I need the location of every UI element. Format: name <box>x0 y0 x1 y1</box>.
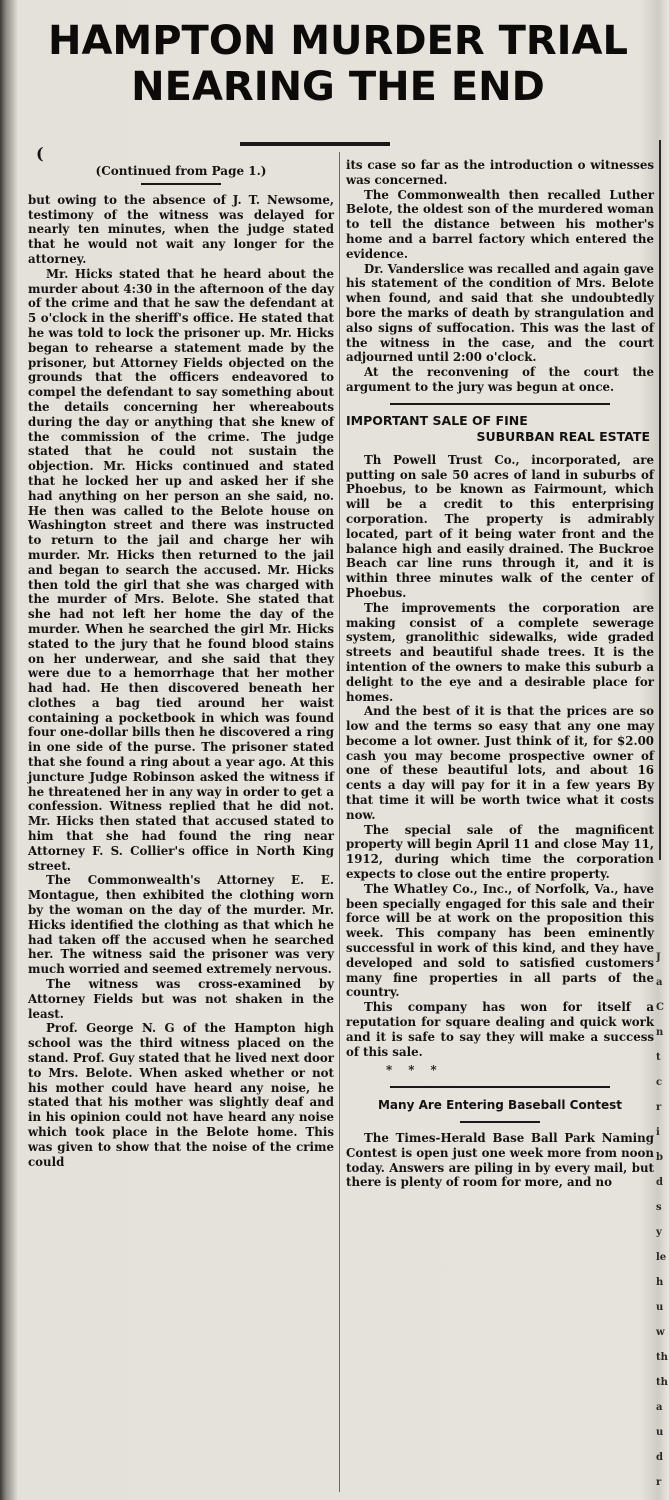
article-paragraph: At the reconvening of the court the argument to the jury was begun at once. <box>346 365 654 394</box>
edge-fragment: b <box>656 1152 663 1163</box>
sale-headline <box>346 413 654 445</box>
article-paragraph: Mr. Hicks stated that he heard about the murder about 4:30 in the afternoon of the day of the crime and that he saw the defendant at 5 o'clock in the sheriff's office. He stated that he was told to lock the prisoner up. Mr. Hicks began to rehearse a statement made by the prisoner, but Attorney Fields objected on the grounds that the officers endeavored to compel the defendant to say something about the details concerning her whereabouts during the day or anything that she knew of the commission of the crime. The judge stated that he could not sustain the objection. Mr. Hicks continued and stated that he locked her up and asked her if she had anything on her person an she said, no. He then was called to the Belote house on Washington street and there was instructed to return to the jail and charge her wih murder. Mr. Hicks then returned to the jail and began to search the accused. Mr. Hicks then told the girl that she was charged with the murder of Mrs. Belote. She stated that she had not left her home the day of the murder. When he searched the girl Mr. Hicks stated to the jury that he found blood stains on her underwear, and she said that they were due to a hemorrhage that her mother had had. He then discovered beneath her clothes a bag tied around her waist containing a pocketbook in which was found four one-dollar bills then he discovered a ring in one side of the purse. The prisoner stated that she found a ring about a year ago. At this juncture Judge Robinson asked the witness if he threatened her in any way in order to get a confession. Witness replied that he did not. Mr. Hicks then stated that accused stated to him that she had found the ring near Attorney F. S. Collier's office in North King street. <box>28 266 334 873</box>
article-paragraph: The witness was cross-examined by Attorney Fields but was not shaken in the least. <box>28 977 334 1021</box>
article-paragraph: The Commonwealth's Attorney E. E. Montague, then exhibited the clothing worn by the woman on the day of the murder. Mr. Hicks identified the clothing as that which he had taken off the accused when he searched her. The witness said the prisoner was very much worried and seemed extremely nervous. <box>28 873 334 977</box>
edge-rule <box>659 140 661 860</box>
sale-paragraph: And the best of it is that the prices are so low and the terms so easy that any one may become a lot owner. Just think of it, for $2.00 cash you may become prospective owner of one of these beautiful lots, and about 16 cents a day will pay for it in a few years By that time it will be worth twice what it costs now. <box>346 704 654 822</box>
stray-mark: ( <box>36 144 44 163</box>
edge-fragment: r <box>656 1477 662 1488</box>
continued-rule <box>141 183 221 185</box>
sale-paragraph: Th Powell Trust Co., incorporated, are putting on sale 50 acres of land in suburbs of Phoebus, to be known as Fairmount, which will be a credit to this enterprising corporation. The property is admirably located, part of it being water front and the balance high and easily drained. The Buckroe Beach car line runs through it, and it is within three minutes walk of the center of Phoebus. <box>346 452 654 600</box>
edge-fragment: h <box>656 1277 664 1288</box>
sale-headline-line-1: IMPORTANT SALE OF FINE <box>346 412 528 428</box>
sale-paragraph: This company has won for itself a reputation for square dealing and quick work and it is safe to say they will make a success of this sale. <box>346 1000 654 1059</box>
edge-fragment: th <box>656 1377 668 1388</box>
edge-fragment: r <box>656 1102 662 1113</box>
edge-fragment: i <box>656 1127 660 1138</box>
column-divider <box>339 152 340 1492</box>
continued-note: (Continued from Page 1.) <box>95 164 267 178</box>
edge-fragment: a <box>656 977 663 988</box>
headline <box>18 18 658 110</box>
edge-fragment: u <box>656 1302 664 1313</box>
edge-fragment: d <box>656 1177 663 1188</box>
article-paragraph: but owing to the absence of J. T. Newsome, testimony of the witness was delayed for nearly ten minutes, when the judge stated that he would not wait any longer for the attorney. <box>28 192 334 266</box>
headline-rule <box>240 142 390 146</box>
stars-separator: * * * <box>386 1063 443 1078</box>
edge-fragment: u <box>656 1427 664 1438</box>
section-rule <box>390 1086 610 1088</box>
sale-paragraph: The special sale of the magnificent property will begin April 11 and close May 11, 1912, during which time the corporation expects to close out the entire property. <box>346 822 654 882</box>
sale-paragraph: The Whatley Co., Inc., of Norfolk, Va., have been specially engaged for this sale and their force will be at work on the proposition this week. This company has been eminently successful in work of this kind, and they have developed and sold to satisfied customers many fine properties in all parts of the country. <box>346 881 654 1000</box>
sale-headline-line-2: SUBURBAN REAL ESTATE <box>476 428 650 444</box>
sale-paragraph: The improvements the corporation are making consist of a complete sewerage system, granolithic sidewalks, wide graded streets and beautiful shade trees. It is the intention of the owners to make this suburb a delight to the eye and a desirable place for homes. <box>346 600 654 704</box>
left-column <box>28 160 334 1169</box>
edge-fragment: s <box>656 1202 662 1213</box>
edge-fragment: th <box>656 1352 668 1363</box>
edge-fragment: y <box>656 1227 662 1238</box>
edge-fragment: n <box>656 1027 664 1038</box>
baseball-rule <box>460 1121 540 1123</box>
article-paragraph: The Commonwealth then recalled Luther Belote, the oldest son of the murdered woman to tell the distance between his mother's home and a barrel factory which entered the evidence. <box>346 187 654 261</box>
edge-fragment: d <box>656 1452 663 1463</box>
edge-fragment: t <box>656 1052 661 1063</box>
edge-fragment: J <box>656 952 661 963</box>
baseball-paragraph: The Times-Herald Base Ball Park Naming Contest is open just one week more from noon today. Answers are piling in by every mail, but there is plenty of room for more, and no <box>346 1131 654 1190</box>
headline-line-2: NEARING THE END <box>131 64 545 110</box>
edge-fragment: w <box>656 1327 665 1338</box>
article-paragraph: Prof. George N. G of the Hampton high school was the third witness placed on the stand. Prof. Guy stated that he lived next door to Mrs. Belote. When asked whether or not his mother could have heard any noise, he stated that his mother was slightly deaf and in his opinion could not have heard any noise which took place in the Belote home. This was given to show that the noise of the crime could <box>28 1021 334 1169</box>
edge-fragment: a <box>656 1402 663 1413</box>
article-paragraph: its case so far as the introduction o witnesses was concerned. <box>346 158 654 187</box>
edge-fragment: C <box>656 1002 664 1013</box>
headline-line-1: HAMPTON MURDER TRIAL <box>48 18 628 64</box>
article-paragraph: Dr. Vanderslice was recalled and again gave his statement of the condition of Mrs. Belote when found, and said that she undoubtedly bore the marks of death by strangulation and also signs of suffocation. This was the last of the witness in the case, and the court adjourned until 2:00 o'clock. <box>346 261 654 365</box>
baseball-headline: Many Are Entering Baseball Contest <box>377 1098 623 1113</box>
right-column <box>346 158 654 1190</box>
edge-fragment: c <box>656 1077 663 1088</box>
adjacent-column-fragments <box>656 945 669 1495</box>
edge-fragment: le <box>656 1252 667 1263</box>
section-rule <box>390 403 610 405</box>
